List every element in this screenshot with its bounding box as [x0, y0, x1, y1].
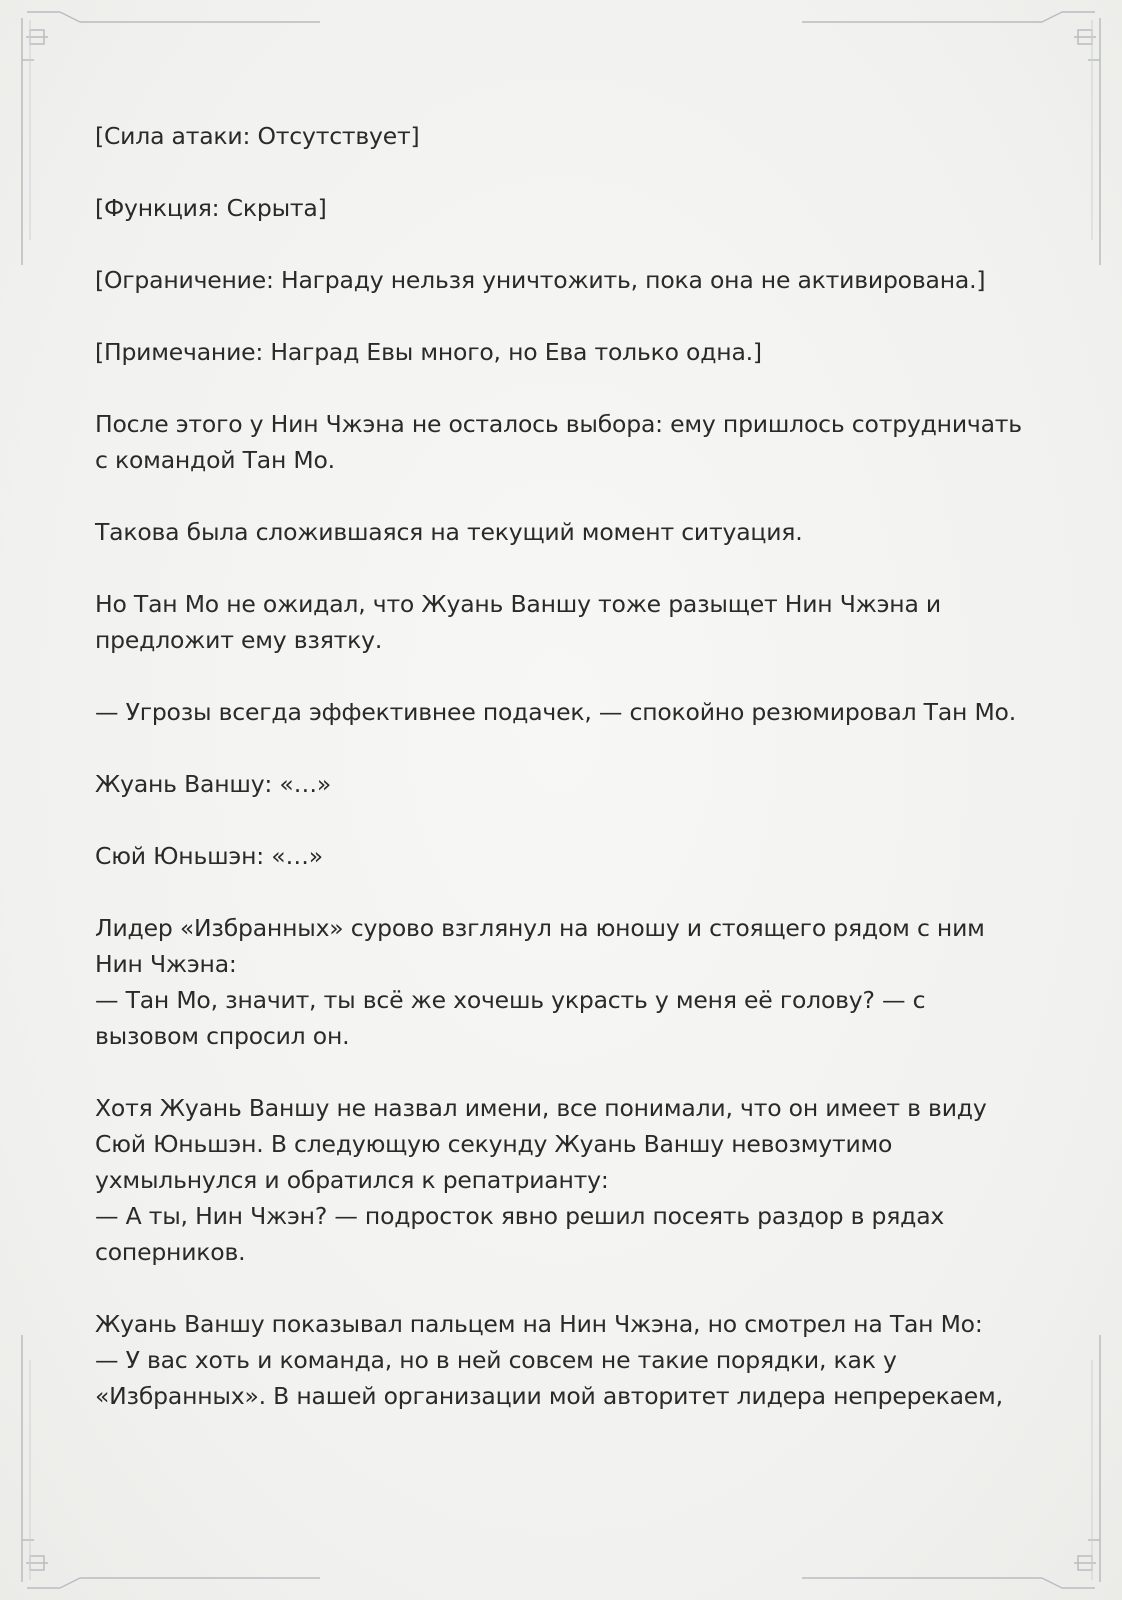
paragraph-note: [Примечание: Наград Евы много, но Ева только одна.] — [95, 338, 762, 366]
paragraph-xu-silence: Сюй Юньшэн: «…» — [95, 842, 323, 870]
paragraph-cooperation: После этого у Нин Чжэна не осталось выбора: ему пришлось сотрудничать с командой Тан Мо. — [95, 410, 1022, 474]
paragraph-leader-look: Лидер «Избранных» сурово взглянул на юношу и стоящего рядом с ним Нин Чжэна: — [95, 914, 985, 978]
paragraph-authority: — У вас хоть и команда, но в ней совсем не такие порядки, как у «Избранных». В нашей организации мой авторитет лидера непререкаем, — [95, 1346, 1003, 1410]
paragraph-discord: — А ты, Нин Чжэн? — подросток явно решил посеять раздор в рядах соперников. — [95, 1202, 945, 1266]
paragraph-threats: — Угрозы всегда эффективнее подачек, — спокойно резюмировал Тан Мо. — [95, 698, 1017, 726]
paragraph-attack-power: [Сила атаки: Отсутствует] — [95, 122, 420, 150]
paragraph-situation: Такова была сложившаяся на текущий момент ситуация. — [95, 518, 803, 546]
document-body — [95, 118, 1025, 1450]
paragraph-implied-name: Хотя Жуань Ваншу не назвал имени, все понимали, что он имеет в виду Сюй Юньшэн. В следующую секунду Жуань Ваншу невозмутимо ухмыльнулся и обратился к репатрианту: — [95, 1094, 987, 1194]
paragraph-function: [Функция: Скрыта] — [95, 194, 327, 222]
paragraph-restriction: [Ограничение: Награду нельзя уничтожить, пока она не активирована.] — [95, 266, 986, 294]
paragraph-bribe: Но Тан Мо не ожидал, что Жуань Ваншу тоже разыщет Нин Чжэна и предложит ему взятку. — [95, 590, 941, 654]
paragraph-leader-question: — Тан Мо, значит, ты всё же хочешь украсть у меня её голову? — с вызовом спросил он. — [95, 986, 926, 1050]
paragraph-ruan-silence: Жуань Ваншу: «…» — [95, 770, 332, 798]
paragraph-pointing: Жуань Ваншу показывал пальцем на Нин Чжэна, но смотрел на Тан Мо: — [95, 1310, 983, 1338]
